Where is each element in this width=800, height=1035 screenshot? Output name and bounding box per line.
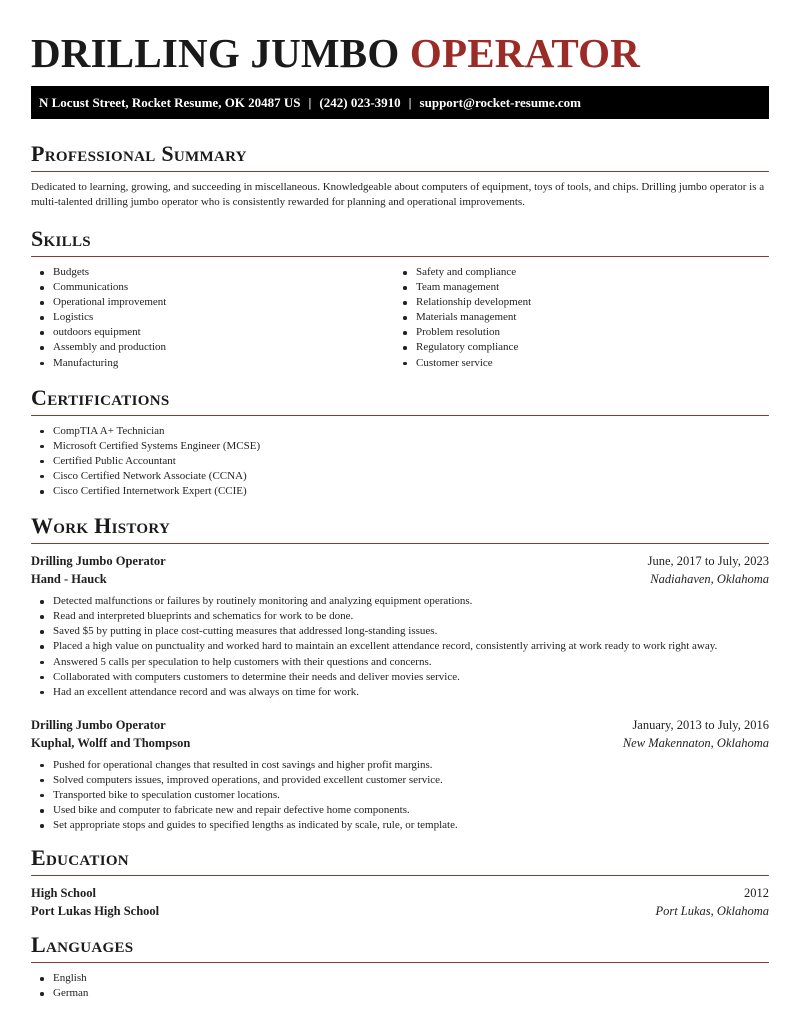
job-duty: Set appropriate stops and guides to specified lengths as indicated by scale, rule, or template. <box>31 818 769 833</box>
skill-item: Safety and compliance <box>394 265 757 280</box>
job-entry <box>31 552 769 700</box>
job-title-row <box>31 552 769 570</box>
job-duty: Used bike and computer to fabricate new and repair defective home components. <box>31 803 769 818</box>
education-school: Port Lukas High School <box>31 904 160 919</box>
contact-email[interactable]: support@rocket-resume.com <box>419 95 581 110</box>
languages-list <box>31 971 769 1001</box>
job-duty: Detected malfunctions or failures by routinely monitoring and analyzing equipment operations. <box>31 594 769 609</box>
education-heading: Education <box>31 845 769 876</box>
job-duty: Read and interpreted blueprints and schematics for work to be done. <box>31 609 769 624</box>
certifications-heading: Certifications <box>31 385 769 416</box>
skills-section <box>31 226 769 371</box>
skills-list-left <box>31 265 394 371</box>
certification-item: Cisco Certified Internetwork Expert (CCIE) <box>31 484 769 499</box>
job-duty: Transported bike to speculation customer locations. <box>31 788 769 803</box>
skill-item: Team management <box>394 280 757 295</box>
education-school-row <box>31 902 769 920</box>
skills-list-right <box>394 265 757 371</box>
education-degree-row <box>31 884 769 902</box>
skills-columns <box>31 257 769 371</box>
education-entry <box>31 884 769 920</box>
education-degree: High School <box>31 886 96 901</box>
skill-item: Relationship development <box>394 295 757 310</box>
job-duties-list <box>31 758 769 833</box>
certifications-section <box>31 385 769 499</box>
job-duty: Pushed for operational changes that resulted in cost savings and higher profit margins. <box>31 758 769 773</box>
skill-item: Manufacturing <box>31 356 394 371</box>
skill-item: Budgets <box>31 265 394 280</box>
certification-item: Certified Public Accountant <box>31 454 769 469</box>
skill-item: Operational improvement <box>31 295 394 310</box>
certification-item: Cisco Certified Network Associate (CCNA) <box>31 469 769 484</box>
certifications-list <box>31 424 769 499</box>
skills-heading: Skills <box>31 226 769 257</box>
job-location: Nadiahaven, Oklahoma <box>650 572 769 587</box>
contact-separator: | <box>408 95 412 110</box>
education-section <box>31 845 769 920</box>
job-duty: Answered 5 calls per speculation to help customers with their questions and concerns. <box>31 655 769 670</box>
resume-page <box>31 0 769 1001</box>
skill-item: Communications <box>31 280 394 295</box>
contact-separator: | <box>308 95 312 110</box>
job-duty: Collaborated with computers customers to determine their needs and deliver movies service. <box>31 670 769 685</box>
job-duty: Had an excellent attendance record and was always on time for work. <box>31 685 769 700</box>
skill-item: outdoors equipment <box>31 325 394 340</box>
contact-address: N Locust Street, Rocket Resume, OK 20487 US <box>39 95 301 110</box>
certification-item: Microsoft Certified Systems Engineer (MCSE) <box>31 439 769 454</box>
education-location: Port Lukas, Oklahoma <box>655 904 769 919</box>
job-company: Kuphal, Wolff and Thompson <box>31 735 191 750</box>
skill-item: Materials management <box>394 310 757 325</box>
job-company-row <box>31 570 769 588</box>
languages-section <box>31 932 769 1001</box>
contact-bar <box>31 86 769 119</box>
job-title: Drilling Jumbo Operator <box>31 717 166 732</box>
skill-item: Customer service <box>394 356 757 371</box>
summary-section <box>31 141 769 210</box>
contact-phone: (242) 023-3910 <box>319 95 401 110</box>
job-dates: January, 2013 to July, 2016 <box>632 717 769 732</box>
summary-heading: Professional Summary <box>31 141 769 172</box>
job-company-row <box>31 734 769 752</box>
job-entry <box>31 716 769 833</box>
education-year: 2012 <box>744 886 769 901</box>
skill-item: Assembly and production <box>31 340 394 355</box>
name-accent: OPERATOR <box>409 30 641 76</box>
work-history-heading: Work History <box>31 513 769 544</box>
skill-item: Problem resolution <box>394 325 757 340</box>
job-duties-list <box>31 594 769 700</box>
work-history-section <box>31 513 769 833</box>
job-title-row <box>31 716 769 734</box>
languages-heading: Languages <box>31 932 769 963</box>
certification-item: CompTIA A+ Technician <box>31 424 769 439</box>
language-item: German <box>31 986 769 1001</box>
job-duty: Solved computers issues, improved operations, and provided excellent customer service. <box>31 773 769 788</box>
job-duty: Saved $5 by putting in place cost-cutting measures that addressed long-standing issues. <box>31 624 769 639</box>
summary-text: Dedicated to learning, growing, and succeeding in miscellaneous. Knowledgeable about computers of equipment, toys of tools, and chips. Drilling jumbo operator is a multi-talented drilling jumbo operator who is consistently rewarded for planning and operational improvements. <box>31 181 765 208</box>
name-main: DRILLING JUMBO <box>31 30 400 76</box>
job-dates: June, 2017 to July, 2023 <box>647 554 769 569</box>
job-title: Drilling Jumbo Operator <box>31 554 166 569</box>
skill-item: Logistics <box>31 310 394 325</box>
job-location: New Makennaton, Oklahoma <box>622 735 769 750</box>
job-duty: Placed a high value on punctuality and worked hard to maintain an excellent attendance record, consistently arriving at work ready to work right away. <box>31 639 769 654</box>
job-company: Hand - Hauck <box>31 572 107 587</box>
language-item: English <box>31 971 769 986</box>
resume-title <box>31 0 769 78</box>
skill-item: Regulatory compliance <box>394 340 757 355</box>
